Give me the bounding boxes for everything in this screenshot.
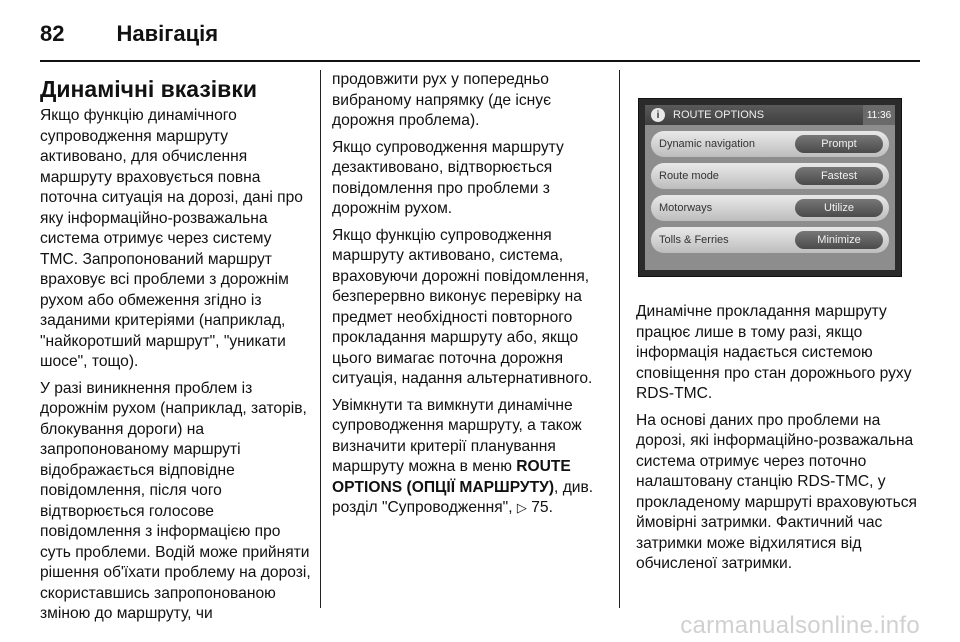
column-3: [636, 302, 926, 581]
screen-title: ROUTE OPTIONS: [673, 109, 765, 121]
option-value[interactable]: Utilize: [795, 199, 883, 217]
display-screen: [645, 105, 895, 270]
option-value[interactable]: Minimize: [795, 231, 883, 249]
section-heading: Динамічні вказівки: [40, 76, 257, 102]
page-reference: 75.: [531, 499, 553, 516]
column-divider: [619, 70, 620, 608]
header-rule: [40, 60, 920, 62]
option-tolls-ferries[interactable]: [651, 227, 889, 253]
watermark: carmanualsonline.info: [680, 612, 920, 639]
chapter-title: Навігація: [116, 21, 219, 46]
option-label: Motorways: [659, 202, 713, 214]
paragraph: [332, 396, 610, 519]
route-options-screenshot: [638, 98, 902, 277]
option-value[interactable]: Fastest: [795, 167, 883, 185]
option-label: Dynamic navigation: [659, 138, 755, 150]
paragraph: продовжити рух у попередньо вибраному напрямку (де існує дорожня проблема).: [332, 71, 552, 129]
paragraph: Якщо функцію динамічного супроводження маршруту активовано, для обчислення маршруту враховується повна поточна ситуація на дорозі, дані про яку інформаційно-розважальна система отримує через систему TMC. Запропонований маршрут враховує всі проблеми з дорожнім рухом або обмеження згідно із заданими критеріями (наприклад, "найкоротший маршрут", "уникати шосе", тощо).: [40, 107, 303, 370]
paragraph: На основі даних про проблеми на дорозі, які інформаційно-розважальна система отримує через поточно налаштовану станцію RDS-TMC, у прокладеному маршруті враховуються ймовірні затримки. Фактичний час затримки може відхилятися від обчисленої затримки.: [636, 411, 917, 572]
column-divider: [320, 70, 321, 608]
option-label: Tolls & Ferries: [659, 234, 729, 246]
page-header: [40, 14, 218, 54]
option-label: Route mode: [659, 170, 719, 182]
option-motorways[interactable]: [651, 195, 889, 221]
option-route-mode[interactable]: [651, 163, 889, 189]
text: Увімкнути та вимкнути динамічне супроводження маршруту, а також визначити критерії планування маршруту можна в меню: [332, 396, 582, 475]
screen-title-bar: [645, 105, 895, 125]
paragraph: Якщо функцію супроводження маршруту активовано, система, враховуючи дорожні повідомлення, безперервно виконує перевірку на предмет необхідності повторного прокладання маршруту або, якщо цього вимагає поточна дорожня ситуація, надання альтернативного.: [332, 226, 593, 387]
option-value[interactable]: Prompt: [795, 135, 883, 153]
column-1: [40, 70, 312, 631]
text: , див. розділ "Супроводження",: [332, 478, 594, 516]
option-dynamic-navigation[interactable]: [651, 131, 889, 157]
page-reference-icon: ▷: [516, 500, 527, 515]
paragraph: Якщо супроводження маршруту дезактивовано, відтворюється повідомлення про проблеми з дорожнім рухом.: [332, 138, 564, 217]
paragraph: У разі виникнення проблем із дорожнім рухом (наприклад, заторів, блокування дороги) на запропонованому маршруті відображається відповідне повідомлення, після чого відтворюється голосове повідомлення з інформацією про суть проблеми. Водій може прийняти рішення об'їхати проблему на дорозі, скориставшись запропонованою зміною до маршруту, чи: [40, 379, 311, 622]
clock: 11:36: [863, 105, 895, 125]
column-2: [332, 70, 610, 525]
info-icon: i: [651, 108, 665, 122]
menu-name: ROUTE OPTIONS (ОПЦІЇ МАРШРУТУ): [332, 458, 571, 496]
page-number: 82: [40, 21, 65, 46]
paragraph: Динамічне прокладання маршруту працює лише в тому разі, якщо інформація надається системою сповіщення про стан дорожнього руху RDS-TMC.: [636, 303, 912, 402]
